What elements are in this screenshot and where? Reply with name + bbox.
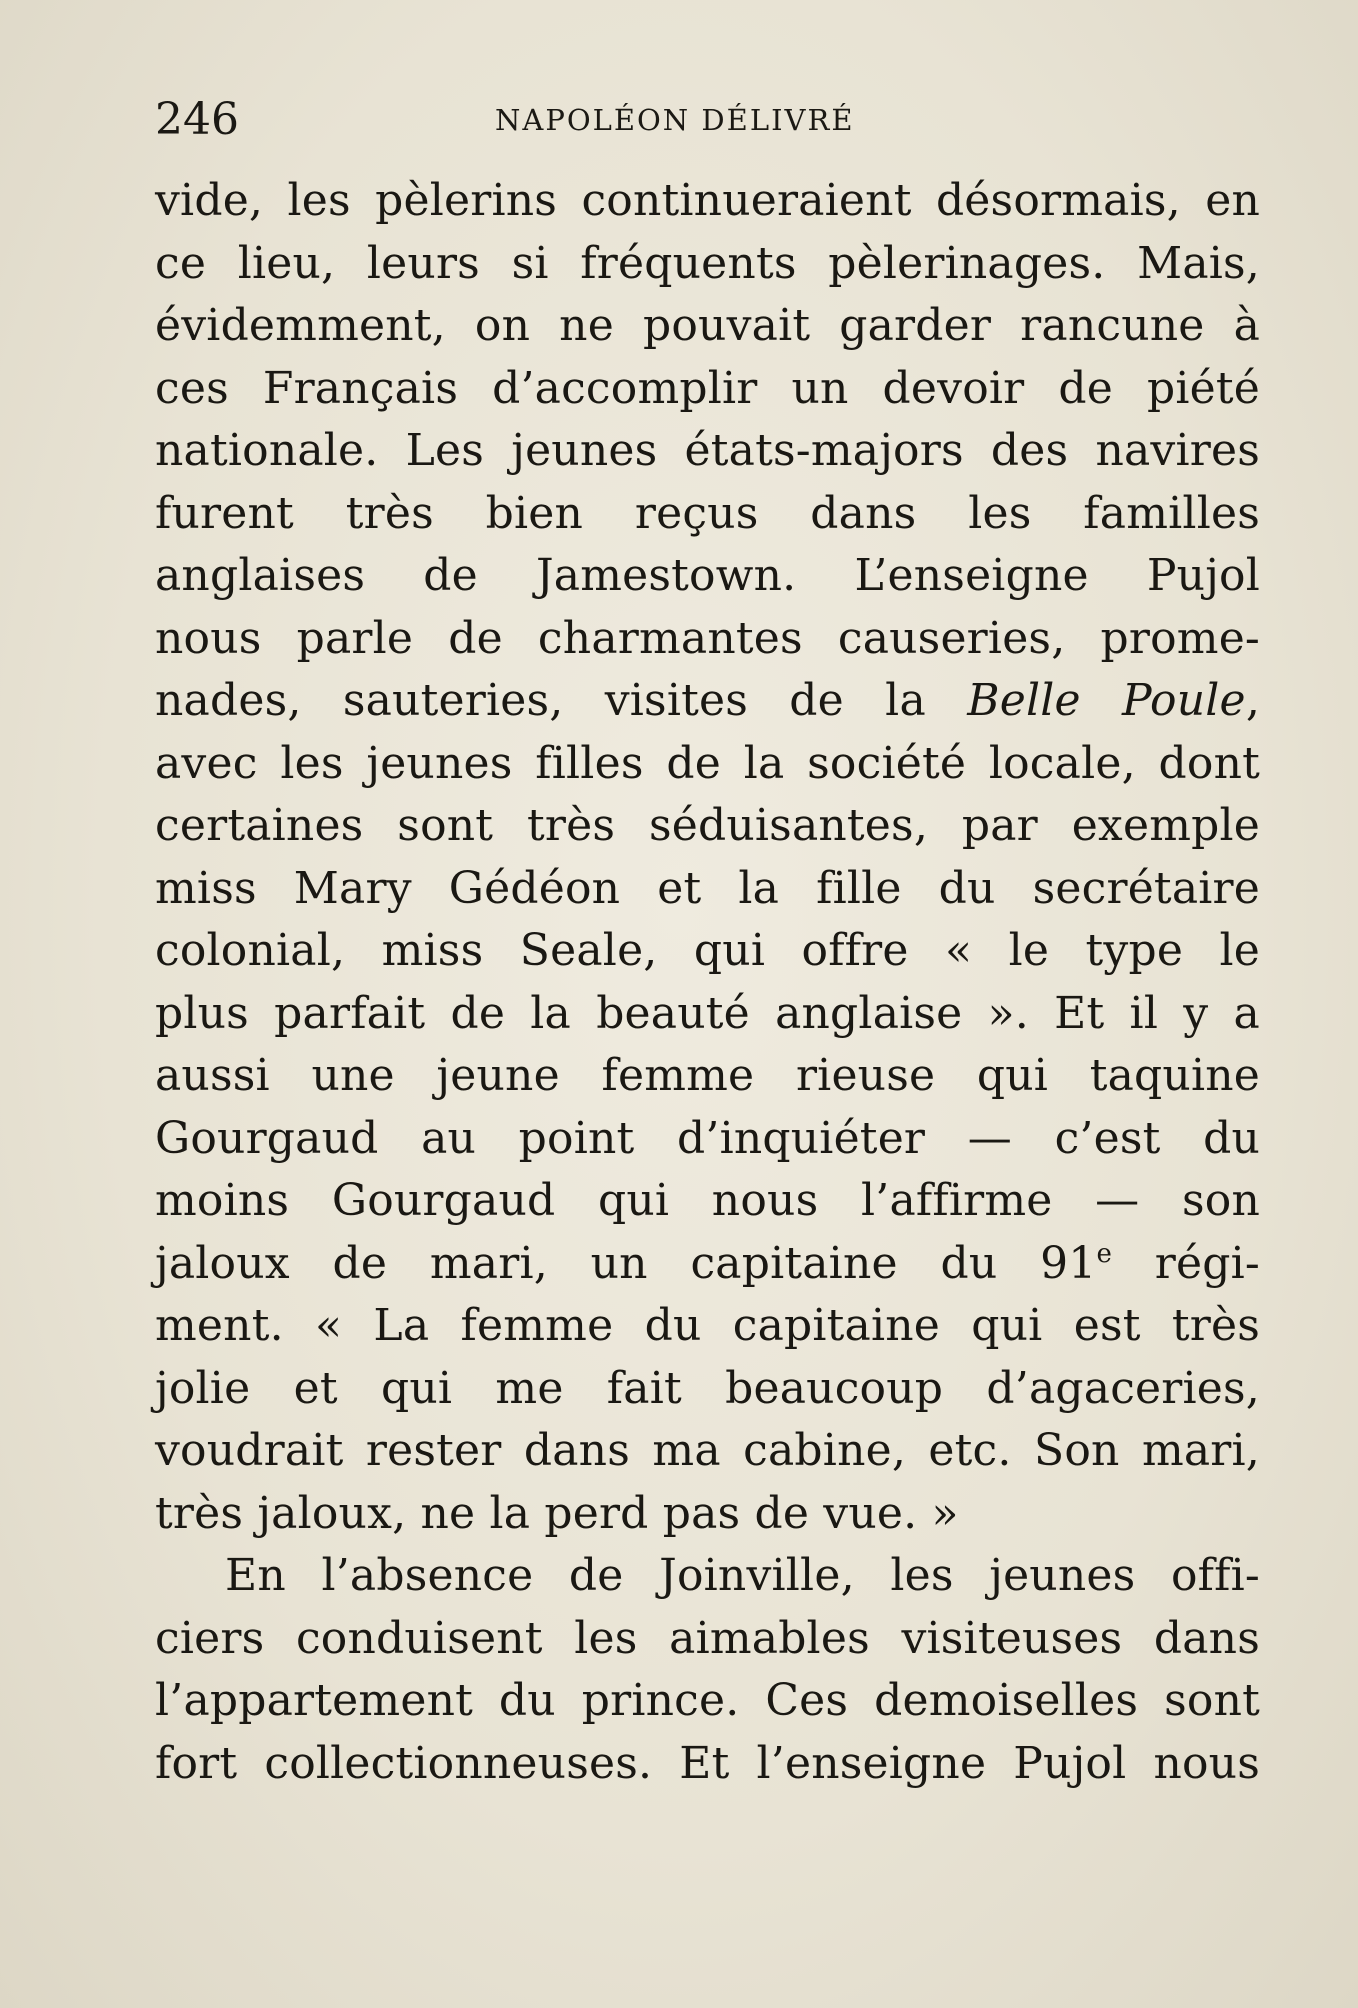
text-line: anglaises de Jamestown. L’enseigne Pujol	[155, 550, 1260, 601]
text-line: nationale. Les jeunes états-majors des navires	[155, 425, 1260, 476]
text-fragment: ,	[1245, 675, 1260, 726]
text-line: ment. « La femme du capitaine qui est très	[155, 1300, 1260, 1351]
text-fragment: nades, sauteries, visites de la	[155, 675, 968, 726]
text-fragment: jaloux de mari, un capitaine du 91	[155, 1237, 1097, 1289]
text-line: aussi une jeune femme rieuse qui taquine	[155, 1050, 1260, 1101]
text-line: l’appartement du prince. Ces demoiselles sont	[155, 1675, 1260, 1726]
text-line: miss Mary Gédéon et la fille du secrétaire	[155, 862, 1260, 914]
text-line	[155, 670, 1260, 733]
text-line	[155, 1233, 1260, 1296]
page-number: 246	[155, 94, 239, 145]
body-text	[155, 170, 1260, 1795]
text-line: avec les jeunes filles de la société locale, dont	[155, 737, 1260, 789]
text-line: vide, les pèlerins continueraient désormais, en	[155, 175, 1260, 226]
text-line: ce lieu, leurs si fréquents pèlerinages. Mais,	[155, 237, 1260, 289]
paragraph-last-line: très jaloux, ne la perd pas de vue. »	[155, 1487, 959, 1539]
text-line: ces Français d’accomplir un devoir de piété	[155, 362, 1260, 414]
text-fragment: régi-	[1112, 1237, 1260, 1289]
text-line: Gourgaud au point d’inquiéter — c’est du	[155, 1112, 1260, 1164]
page-header	[155, 92, 1260, 148]
ordinal-superscript: e	[1096, 1238, 1113, 1269]
text-line: moins Gourgaud qui nous l’affirme — son	[155, 1175, 1260, 1226]
text-line: ciers conduisent les aimables visiteuses dans	[155, 1612, 1260, 1664]
text-line: furent très bien reçus dans les familles	[155, 487, 1260, 539]
paragraph-first-line: En l’absence de Joinville, les jeunes offi-	[225, 1550, 1260, 1601]
ship-name-italic: Belle Poule	[967, 675, 1246, 726]
text-line: évidemment, on ne pouvait garder rancune à	[155, 300, 1260, 351]
running-title: NAPOLÉON DÉLIVRÉ	[495, 103, 855, 137]
text-line: certaines sont très séduisantes, par exemple	[155, 800, 1260, 851]
text-line: fort collectionneuses. Et l’enseigne Pujol nous	[155, 1737, 1260, 1789]
text-line: colonial, miss Seale, qui offre « le type le	[155, 925, 1260, 976]
text-line: jolie et qui me fait beaucoup d’agaceries,	[155, 1362, 1260, 1414]
text-line: voudrait rester dans ma cabine, etc. Son mari,	[155, 1425, 1260, 1476]
text-line: plus parfait de la beauté anglaise ». Et il y a	[155, 987, 1260, 1039]
text-line: nous parle de charmantes causeries, prome-	[155, 612, 1260, 664]
